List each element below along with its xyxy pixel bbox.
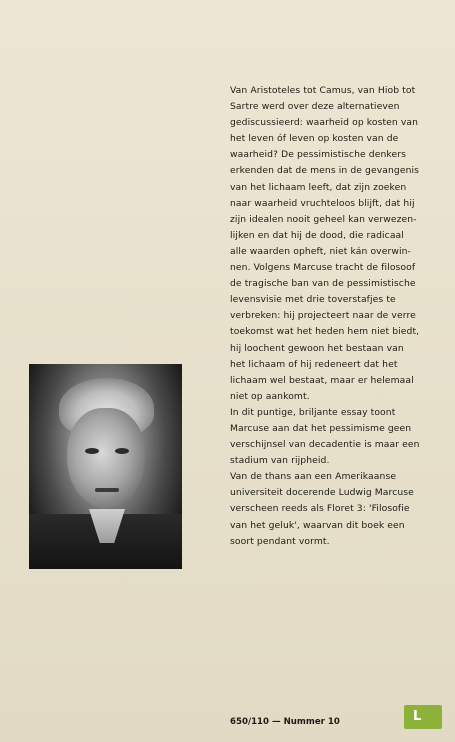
- blurb-line: het leven óf leven op kosten van de: [230, 133, 399, 145]
- author-portrait-photo: [29, 364, 182, 569]
- blurb-line: hij loochent gewoon het bestaan van: [230, 342, 404, 354]
- blurb-line: Sartre werd over deze alternatieven: [230, 101, 400, 113]
- blurb-line: gediscussieerd: waarheid op kosten van: [230, 117, 419, 129]
- blurb-line: stadium van rijpheid.: [230, 455, 330, 467]
- portrait-eye-left: [85, 448, 99, 454]
- blurb-line: verscheen reeds als Floret 3: 'Filosofie: [230, 503, 410, 515]
- series-number-footer: 650/110 — Nummer 10: [230, 717, 340, 727]
- blurb-line: In dit puntige, briljante essay toont: [230, 406, 396, 418]
- blurb-line: naar waarheid vruchteloos blijft, dat hij: [230, 197, 415, 209]
- blurb-line: zijn idealen nooit geheel kan verwezen-: [230, 213, 417, 225]
- publisher-logo: [404, 705, 442, 729]
- blurb-line: van het lichaam leeft, dat zijn zoeken: [230, 181, 407, 193]
- blurb-line: alle waarden opheft, niet kán overwin-: [230, 245, 411, 257]
- blurb-line: Marcuse aan dat het pessimisme geen: [230, 422, 412, 434]
- blurb-line: Van Aristoteles tot Camus, van Hiob tot: [230, 85, 416, 96]
- blurb-line: niet op aankomt.: [230, 390, 310, 402]
- portrait-mouth: [95, 488, 119, 492]
- blurb-line: het lichaam of hij redeneert dat het: [230, 358, 398, 370]
- blurb-line: waarheid? De pessimistische denkers: [230, 149, 406, 161]
- blurb-line: Van de thans aan een Amerikaanse: [230, 471, 397, 483]
- blurb-line: universiteit docerende Ludwig Marcuse: [230, 487, 414, 499]
- blurb-line: lijken en dat hij de dood, die radicaal: [230, 229, 404, 241]
- blurb-text: [230, 83, 435, 550]
- blurb-line: lichaam wel bestaat, maar er helemaal: [230, 374, 414, 386]
- blurb-line: verbreken: hij projecteert naar de verre: [230, 310, 416, 322]
- portrait-eye-right: [115, 448, 129, 454]
- blurb-line: verschijnsel van decadentie is maar een: [230, 439, 420, 451]
- blurb-line: levensvisie met drie toverstafjes te: [230, 294, 396, 306]
- blurb-line: soort pendant vormt.: [230, 535, 330, 547]
- blurb-line: van het geluk', waarvan dit boek een: [230, 519, 405, 531]
- blurb-line: toekomst wat het heden hem niet biedt,: [230, 326, 420, 338]
- portrait-face: [67, 408, 145, 508]
- blurb-line: nen. Volgens Marcuse tracht de filosoof: [230, 262, 416, 274]
- blurb-line: de tragische ban van de pessimistische: [230, 278, 416, 290]
- publisher-logo-mark: L: [413, 709, 422, 724]
- blurb-line: erkenden dat de mens in de gevangenis: [230, 165, 420, 177]
